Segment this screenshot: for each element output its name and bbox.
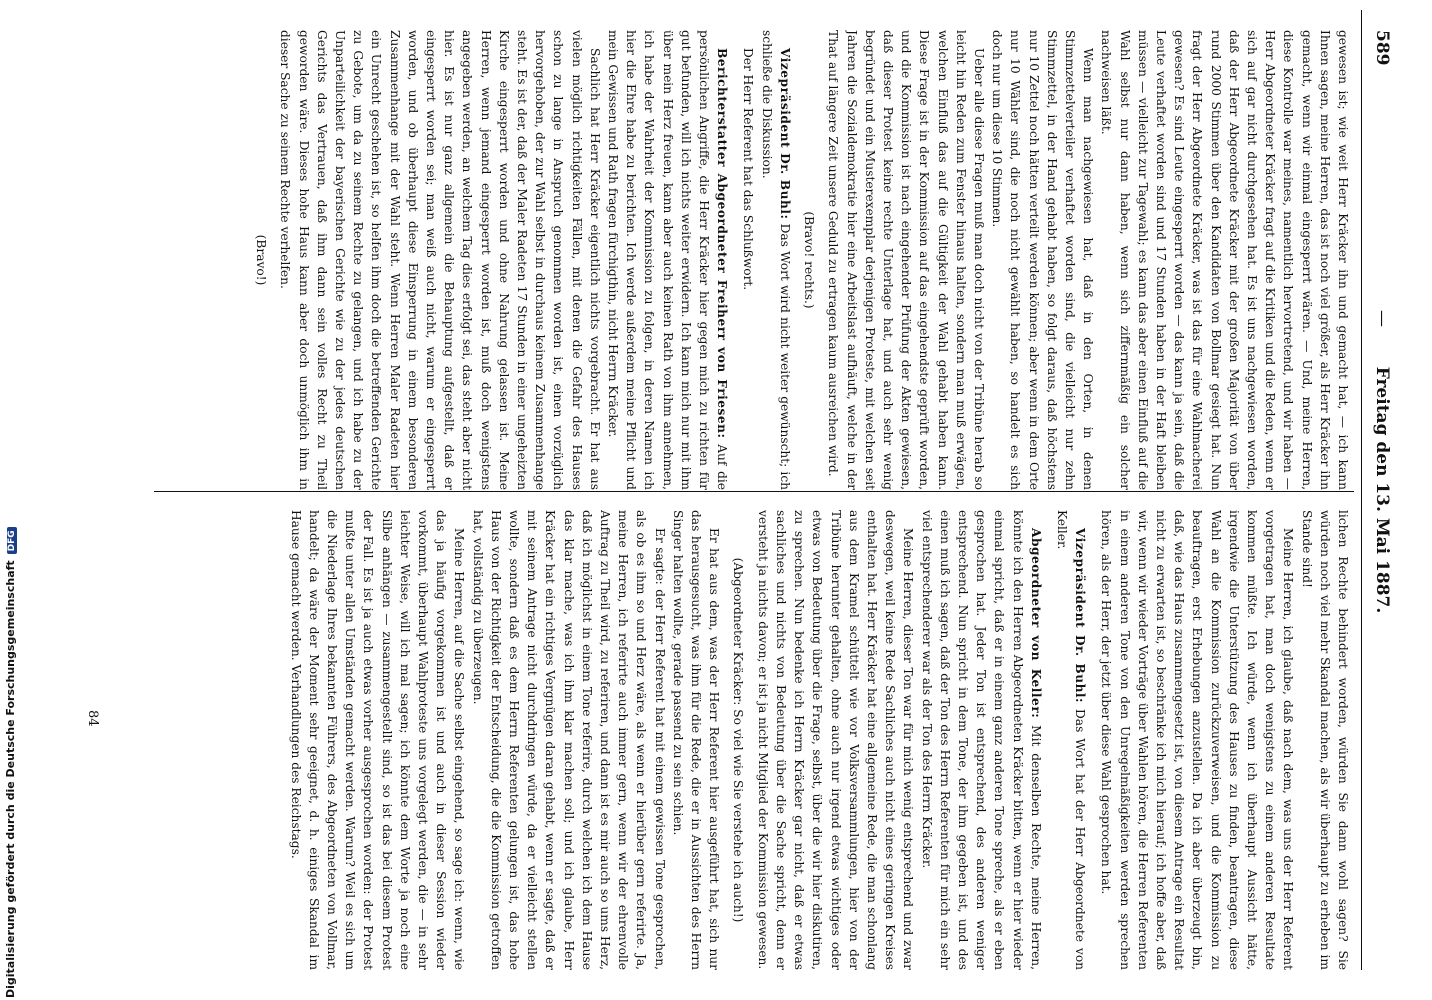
speaker-paragraph xyxy=(1053,510,1089,970)
paragraph: Der Herr Referent hat das Schlußwort. xyxy=(741,48,756,291)
page-header xyxy=(1361,10,1400,970)
speech-text: Mit denselben Rechte, meine Herren, könnte ich den Herren Abgeordneten Kräcker bitten, wenn er hier wieder einmal spricht, daß er in einem ganz anderen Tone spreche, als er eben gesprochen hat. Jeder Ton ist entsprechend, des anderen weniger entsprechend. Nun spricht in dem Tone, der ihm gegeben ist, und des einen muß ich sagen, daß der Ton des Herrn Referenten für mich ein sehr viel entsprechenderer war als der Ton des Herrn Kräcker. xyxy=(919,510,1043,970)
speaker-name: Abgeordneter von Keller: xyxy=(1028,528,1043,719)
header-dash: — xyxy=(1372,310,1392,327)
speaker-name: Vizepräsident Dr. Buhl: xyxy=(1073,528,1088,704)
speaker-paragraph xyxy=(604,30,731,490)
speech-text: Das Wort hat der Herr Abgeordnete von Keller. xyxy=(1054,510,1088,970)
applause-note: (Bravo!) xyxy=(254,234,269,286)
paragraph: gewesen ist; wie weit Herr Kräcker ihn und gemacht hat, — ich kann Ihnen sagen, meine Herren, das ist noch viel größer, als Herr Kräcker ihn gemacht, wenn wir einmal eingesperrt wären. — Und, meine Herren, diese Kontrolle war meines, namentlich hervortretend, und wir haben — Herr Abgeordneter Kräcker fragt auf die Kritiken und die Reden, wenn er sich auf gar nicht durchgesehen hat. Es ist uns nachgewiesen worden, daß der Herr Abgeordnete Kräcker mit der großen Majorität von über rund 2000 Stimmen über den Kandidaten von Bollmar gesiegt hat. Nun fragt der Herr Abgeordnete Kräcker, was ist das für eine Wahlmacherei gewesen? Es sind Leute eingesperrt worden — das kann ja sein, daß die Leute verhaftet worden sind und 17 Stunden haben in der Haft bleiben müssen — vielleicht zur Tagewahl; es kann das aber einen Einfluß auf die Wahl selbst nur dann haben, wenn sich ziffernmäßig ein solcher nachweisen läßt. xyxy=(1099,30,1350,490)
paragraph: lichen Rechte behindert worden, würden Sie dann wohl sagen? Sie würden noch viel mehr Skandal machen, als wir überhaupt zu erheben im Stande sind! xyxy=(1299,510,1350,970)
credit-text: Digitalisierung gefördert durch die Deutsche Forschungsgemeinschaft xyxy=(4,560,17,998)
rotated-page xyxy=(60,10,1400,970)
paragraph: Ueber alle diese Fragen muß man doch nicht von der Tribüne herab so leicht hin Reden zum Fenster hinaus halten, sondern man muß erwägen, welchen Einfluß das auf die Gültigkeit der Wahl gehabt haben kann. Diese Frage ist in der Kommission auf das eingehendste geprüft worden, und die Kommission ist nach eingehender Prüfung der Akten gewiesen, daß dieser Protest keine rechte Unterlage hat, und auch sehr wenig begründet und ein Musterexemplar derjenigen Proteste, mit welchen seit Jahren die Sozialdemokratie hier eine Arbeitslast aufhäuft, welche in der That auf längere Zeit unsere Geduld zu ertragen kaum ausreichen wird. xyxy=(826,30,986,490)
applause-note: (Bravo! rechts.) xyxy=(802,211,817,309)
dfg-logo-icon: DFG xyxy=(7,527,17,554)
speaker-paragraph xyxy=(758,30,794,490)
speech-text: Das Wort wird nicht weiter gewünscht; ich schließe die Diskussion. xyxy=(759,30,792,490)
paragraph: Er sagte: der Herr Referent hat mit einem gewissen Tone gesprochen, als ob es ihm so und Herz wäre, als wenn er hierüber gern referirte. Ja, meine Herren, ich referirte auch immer gern, wenn wir der ehrenvolle Auftrag zu Theil wird, zu referiren, und dann ist es mir auch so ums Herz, daß ich möglichst in einem Tone referire, durch welchen ich dem Hause das klar mache, was ich ihm klar machen soll; und ich glaube, Herr Kräcker hat ein richtiges Vergnügen daran gehabt, wenn er sagte, daß er mit seinem Antrage nicht durchdringen würde, da er vielleicht stellen wollte, sondern daß es dem Herrn Referenten gelungen ist, das hohe Haus von der Richtigkeit der Entscheidung, die die Kommission getroffen hat, vollständig zu überzeugen. xyxy=(470,510,667,970)
paragraph: Wenn man nachgewiesen hat, daß in den Orten, in denen Stimmzettelverteiler verhaftet worden sind, die vielleicht nur zehn Stimmzettel, in der Hand gehabt haben, so folgt daraus, daß höchstens nur 10 Zettel noch hätten verteilt werden können; aber wenn in dem Orte nur 10 Wähler sind, die noch nicht gewählt haben, so handelt es sich doch nur um diese 10 Stimmen. xyxy=(990,30,1096,490)
paragraph: Sachlich hat Herr Kräcker eigentlich nichts vorgebracht. Er hat aus vielen möglich richtigkeiten Fällen, mit denen die Gefahr des Hauses schon zu lange in Anspruch genommen worden ist, einen vorzüglich hervorgehoben, der zur Wahl selbst in durchaus keinem Zusammenhange steht. Es ist der, daß der Maler Radeten 17 Stunden in einer ungeheizten Kirche eingesperrt worden und ohne Nahrung gelassen ist. Meine Herren, wenn jemand eingesperrt worden ist, muß doch wenigstens angegeben werden, an welchem Tag dies erfolgt sei, das steht aber nicht hier. Es ist nur ganz allgemein die Behauptung aufgestellt, daß er eingesperrt worden sei; man weiß auch nicht, warum er eingesperrt worden, und ob überhaupt diese Einsperrung in einem besonderen Zusammenhange mit der Wahl steht. Wenn Herren Maler Radeten hier ein Unrecht geschehen ist, so helfen ihm doch die betreffenden Gerichte zu Gebote, um da zu seinem Rechte zu gelangen, und ich habe zu der Unparteilichkeit der bayerischen Gerichte wie zu der jedes deutschen Gerichts das Vertrauen, daß ihm dann sein volles Recht zu Theil geworden wäre. Dieses hohe Haus kann aber doch unmöglich ihm in dieser Sache zu seinem Rechte verhelfen. xyxy=(278,30,602,490)
page-marker: 84 xyxy=(85,710,100,727)
paragraph: Meine Herren, auf die Sache selbst eingehend, so sage ich: wenn, wie das ja häufig vorgekommen ist und auch in dieser Session wieder vorkommt, überhaupt Wahlproteste uns vorgelegt werden, die — in sehr leichter Weise, will ich mal sagen; ich könnte dem Worte ja noch eine Silbe anhängen — zusammengestellt sind, so ist das bei diesem Protest der Fall. Es ist ja auch etwas vorher ausgesprochen worden: der Protest mußte unter allen Umständen gemacht werden. Warum? Weil es sich um die Niederlage Ihres bekannten Führers, des Abgeordneten von Vollmar, handelt; da wäre der Moment sehr geeignet, d. h. einiges Skandal im Hause gemacht werden. Verhandlungen des Reichstags. xyxy=(288,510,467,970)
paragraph: Meine Herren, ich glaube, daß nach dem, was uns der Herr Referent vorgetragen hat, man doch wenigstens zu einem anderen Resultate kommen müßte. Ich würde, wenn ich überhaupt Aussicht hätte, irgendwie die Unterstützung des Hauses zu finden, beantragen, diese Wahl an die Kommission zurückzuverweisen, und die Kommission zu beauftragen, erst Erhebungen anzustellen. Da ich aber überzeugt bin, daß, wie das Haus zusammengesetzt ist, von diesem Antrage ein Resultat nicht zu erwarten ist, so beschränke ich mich hierauf; ich hoffe aber, daß wir, wenn wir wieder Vorträge über Wahlen hören, die Herren Referenten in einem anderen Tone von den Unregelmäßigkeiten werden sprechen hören, als der Herr, der jetzt über diese Wahl gesprochen hat. xyxy=(1099,510,1296,970)
speaker-name: Vizepräsident Dr. Buhl: xyxy=(777,48,792,220)
paragraph: Meine Herren, dieser Ton war für mich wenig entsprechend und zwar deswegen, weil keine Rede Sachliches auch nicht eines geringen Kreises enthalten hat. Herr Kräcker hat eine allgemeine Rede, die man schonlang aus dem Kramel schüttelt wie vor Volksversammlungen, hier von der Tribüne herunter gehalten, ohne auch nur irgend etwas wichtiges oder etwas von Bedeutung über die Frage, selbst, über die wir hier diskutiren, zu sprechen. Nun bedenke ich Herrn Kräcker gar nicht, daß er etwas sachliches und nichts von Bedeutung über die Sache spricht, denn er versteht ja nichts davon; er ist ja nicht Mitglied der Kommission gewesen. xyxy=(755,510,916,970)
right-column xyxy=(72,510,1352,970)
header-date: Freitag den 13. Mai 1887. xyxy=(1372,366,1392,614)
column-divider xyxy=(154,491,1354,492)
digitization-credit xyxy=(4,527,17,998)
speaker-name: Berichterstatter Abgeordneter Freiherr von Friesen: xyxy=(715,48,730,439)
paragraph: Er hat aus dem, was der Herr Referent hier ausgeführt hat, sich nur das herausgesucht, was ihm für die Rede, die er in Aussichten des Herrn Singer halten wollte, gerade passend zu sein schien. xyxy=(670,510,722,970)
speaker-paragraph xyxy=(917,510,1044,970)
page-number: 589 xyxy=(1372,30,1392,66)
speech-text: Auf die persönlichen Angriffe, die Herr Kräcker hier gegen mich zu richten für gut befunden, will ich nichts weiter erwidern. Ich kann mich nur mit ihm über mein Herz freuen, kann aber auch keinen Rath von ihm annehmen, ich habe der Wahrheit der Kommission zu folgen, in deren Namen ich hier die Ehre habe zu berichten. Ich werde außerdem meine Pflicht und mein Gewissen und Rath fragen fürchigthin, nicht Herrn Kräcker. xyxy=(606,30,730,490)
left-column xyxy=(72,30,1352,490)
interjection-note: (Abgeordneter Kräcker: So viel wie Sie verstehe ich auch!) xyxy=(731,557,746,923)
